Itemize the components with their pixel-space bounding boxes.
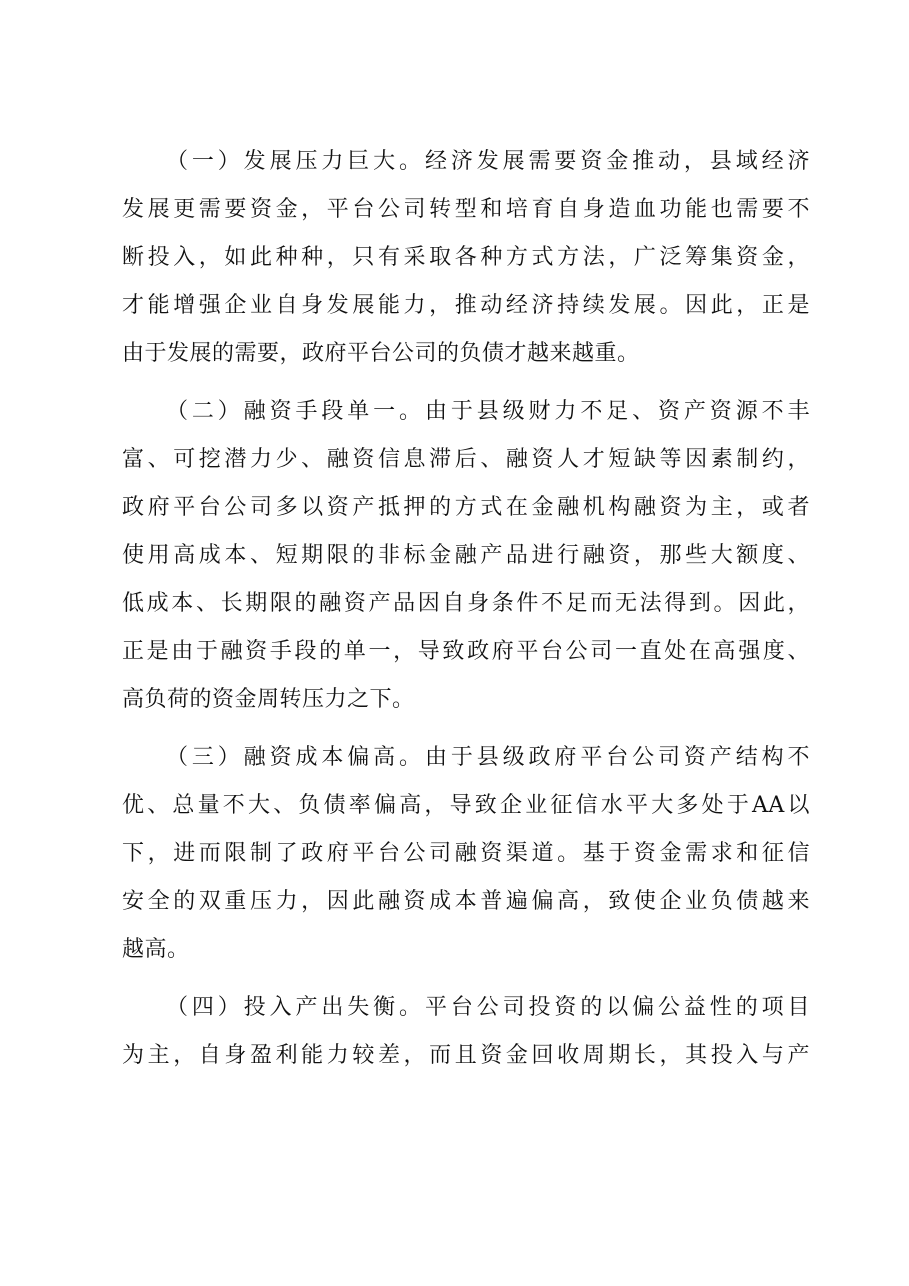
document-body <box>122 138 810 1080</box>
paragraph-line: 使用高成本、短期限的非标金融产品进行融资，那些大额度、 <box>122 543 810 568</box>
paragraph-line: 由于发展的需要，政府平台公司的负债才越来越重。 <box>122 341 640 366</box>
paragraph-line: 断投入，如此种种，只有采取各种方式方法，广泛筹集资金， <box>122 245 810 270</box>
paragraph-line: 高负荷的资金周转压力之下。 <box>122 687 415 712</box>
paragraph-line: 为主，自身盈利能力较差，而且资金回收周期长，其投入与产 <box>122 1043 810 1068</box>
paragraph-line: 安全的双重压力，因此融资成本普遍偏高，致使企业负债越来 <box>122 889 810 914</box>
paragraph-1 <box>122 138 810 378</box>
paragraph-line: 富、可挖潜力少、融资信息滞后、融资人才短缺等因素制约， <box>122 447 810 472</box>
paragraph-line: 越高。 <box>122 937 190 962</box>
paragraph-line: （三）融资成本偏高。由于县级政府平台公司资产结构不 <box>166 745 810 770</box>
paragraph-line: （一）发展压力巨大。经济发展需要资金推动，县域经济 <box>166 149 810 174</box>
paragraph-line: 下，进而限制了政府平台公司融资渠道。基于资金需求和征信 <box>122 841 810 866</box>
paragraph-2 <box>122 388 810 724</box>
paragraph-line: 发展更需要资金，平台公司转型和培育自身造血功能也需要不 <box>122 197 810 222</box>
paragraph-line: 政府平台公司多以资产抵押的方式在金融机构融资为主，或者 <box>122 495 810 520</box>
paragraph-line: 正是由于融资手段的单一，导致政府平台公司一直处在高强度、 <box>122 639 810 664</box>
paragraph-line: 优、总量不大、负债率偏高，导致企业征信水平大多处于AA以 <box>122 793 810 818</box>
paragraph-3 <box>122 734 810 974</box>
paragraph-4 <box>122 984 810 1080</box>
paragraph-line: 才能增强企业自身发展能力，推动经济持续发展。因此，正是 <box>122 293 810 318</box>
paragraph-line: （四）投入产出失衡。平台公司投资的以偏公益性的项目 <box>166 995 810 1020</box>
paragraph-line: 低成本、长期限的融资产品因自身条件不足而无法得到。因此， <box>122 591 810 616</box>
paragraph-line: （二）融资手段单一。由于县级财力不足、资产资源不丰 <box>166 399 810 424</box>
